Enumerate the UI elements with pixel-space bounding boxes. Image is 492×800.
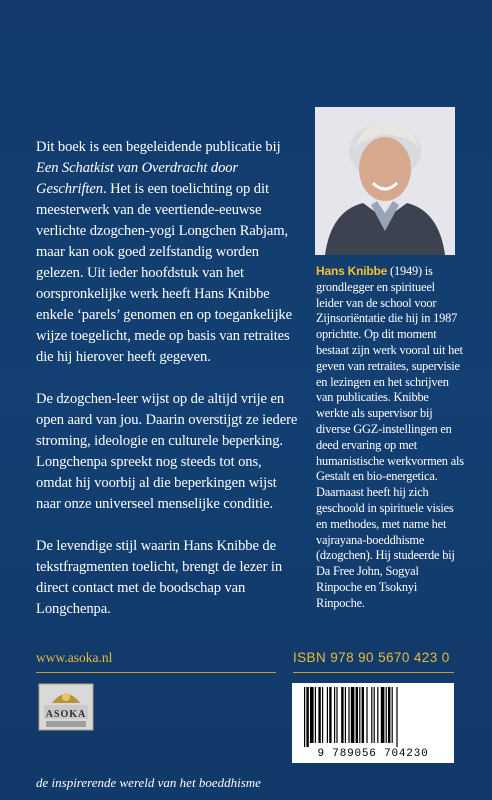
divider-line-right: [293, 672, 454, 673]
divider-line-left: [36, 672, 276, 673]
blurb-p1-start: Dit boek is een begeleidende publicatie bij: [36, 139, 281, 155]
blurb-paragraph-1: [36, 137, 300, 368]
author-bio-text: (1949) is grondlegger en spiritueel leider van de school voor Zijnsoriëntatie die hij in 1987 oprichtte. Op dit moment bestaat zijn werk vooral uit het geven van retraites, supervisie en lezingen en het schrijven van publicaties. Knibbe werkte als supervisor bij diverse GGZ-instellingen en deed ervaring op met humanistische werkvormen als Gestalt en bio-energetica. Daarnaast heeft hij zich geschoold in spirituele visies en methodes, met name het vajrayana-boeddhisme (dzogchen). Hij studeerde bij Da Free John, Sogyal Rinpoche en Tsoknyi Rinpoche.: [316, 264, 464, 610]
author-photo: [315, 107, 455, 255]
author-bio: [316, 264, 464, 612]
blurb-text: [36, 137, 300, 641]
blurb-paragraph-3: De levendige stijl waarin Hans Knibbe de tekstfragmenten toelicht, brengt de lezer in direct contact met de boodschap van Longchenpa.: [36, 538, 283, 617]
blurb-p1-rest: . Het is een toelichting op dit meesterwerk van de veertiende-eeuwse verlichte dzogchen-yogi Longchen Rabjam, maar kan ook goed zelfstandig worden gelezen. Uit ieder hoofdstuk van het oorspronkelijke werk heeft Hans Knibbe enkele ‘parels’ genomen en op toegankelijke wijze toegelicht, mede op basis van retraites die hij hierover heeft gegeven.: [36, 181, 292, 365]
publisher-url: www.asoka.nl: [36, 650, 113, 665]
barcode-digits: 9 789056 704230: [317, 748, 429, 760]
tagline: de inspirerende wereld van het boeddhisme: [36, 775, 261, 790]
barcode-bars-icon: [292, 683, 454, 747]
blurb-paragraph-2: De dzogchen-leer wijst op de altijd vrije en open aard van jou. Daarin overstijgt ze iedere stroming, ideologie en culturele beperking. Longchenpa spreekt nog steeds tot ons, omdat hij voorbij al die beperkingen wijst naar onze universeel menselijke conditie.: [36, 391, 298, 512]
asoka-logo-text: ASOKA: [45, 709, 87, 720]
asoka-logo-icon: [38, 683, 94, 731]
author-name: Hans Knibbe: [316, 264, 388, 278]
isbn-number: ISBN 978 90 5670 423 0: [293, 650, 450, 665]
book-title-reference: Een Schatkist van Overdracht door Geschriften: [36, 160, 239, 197]
